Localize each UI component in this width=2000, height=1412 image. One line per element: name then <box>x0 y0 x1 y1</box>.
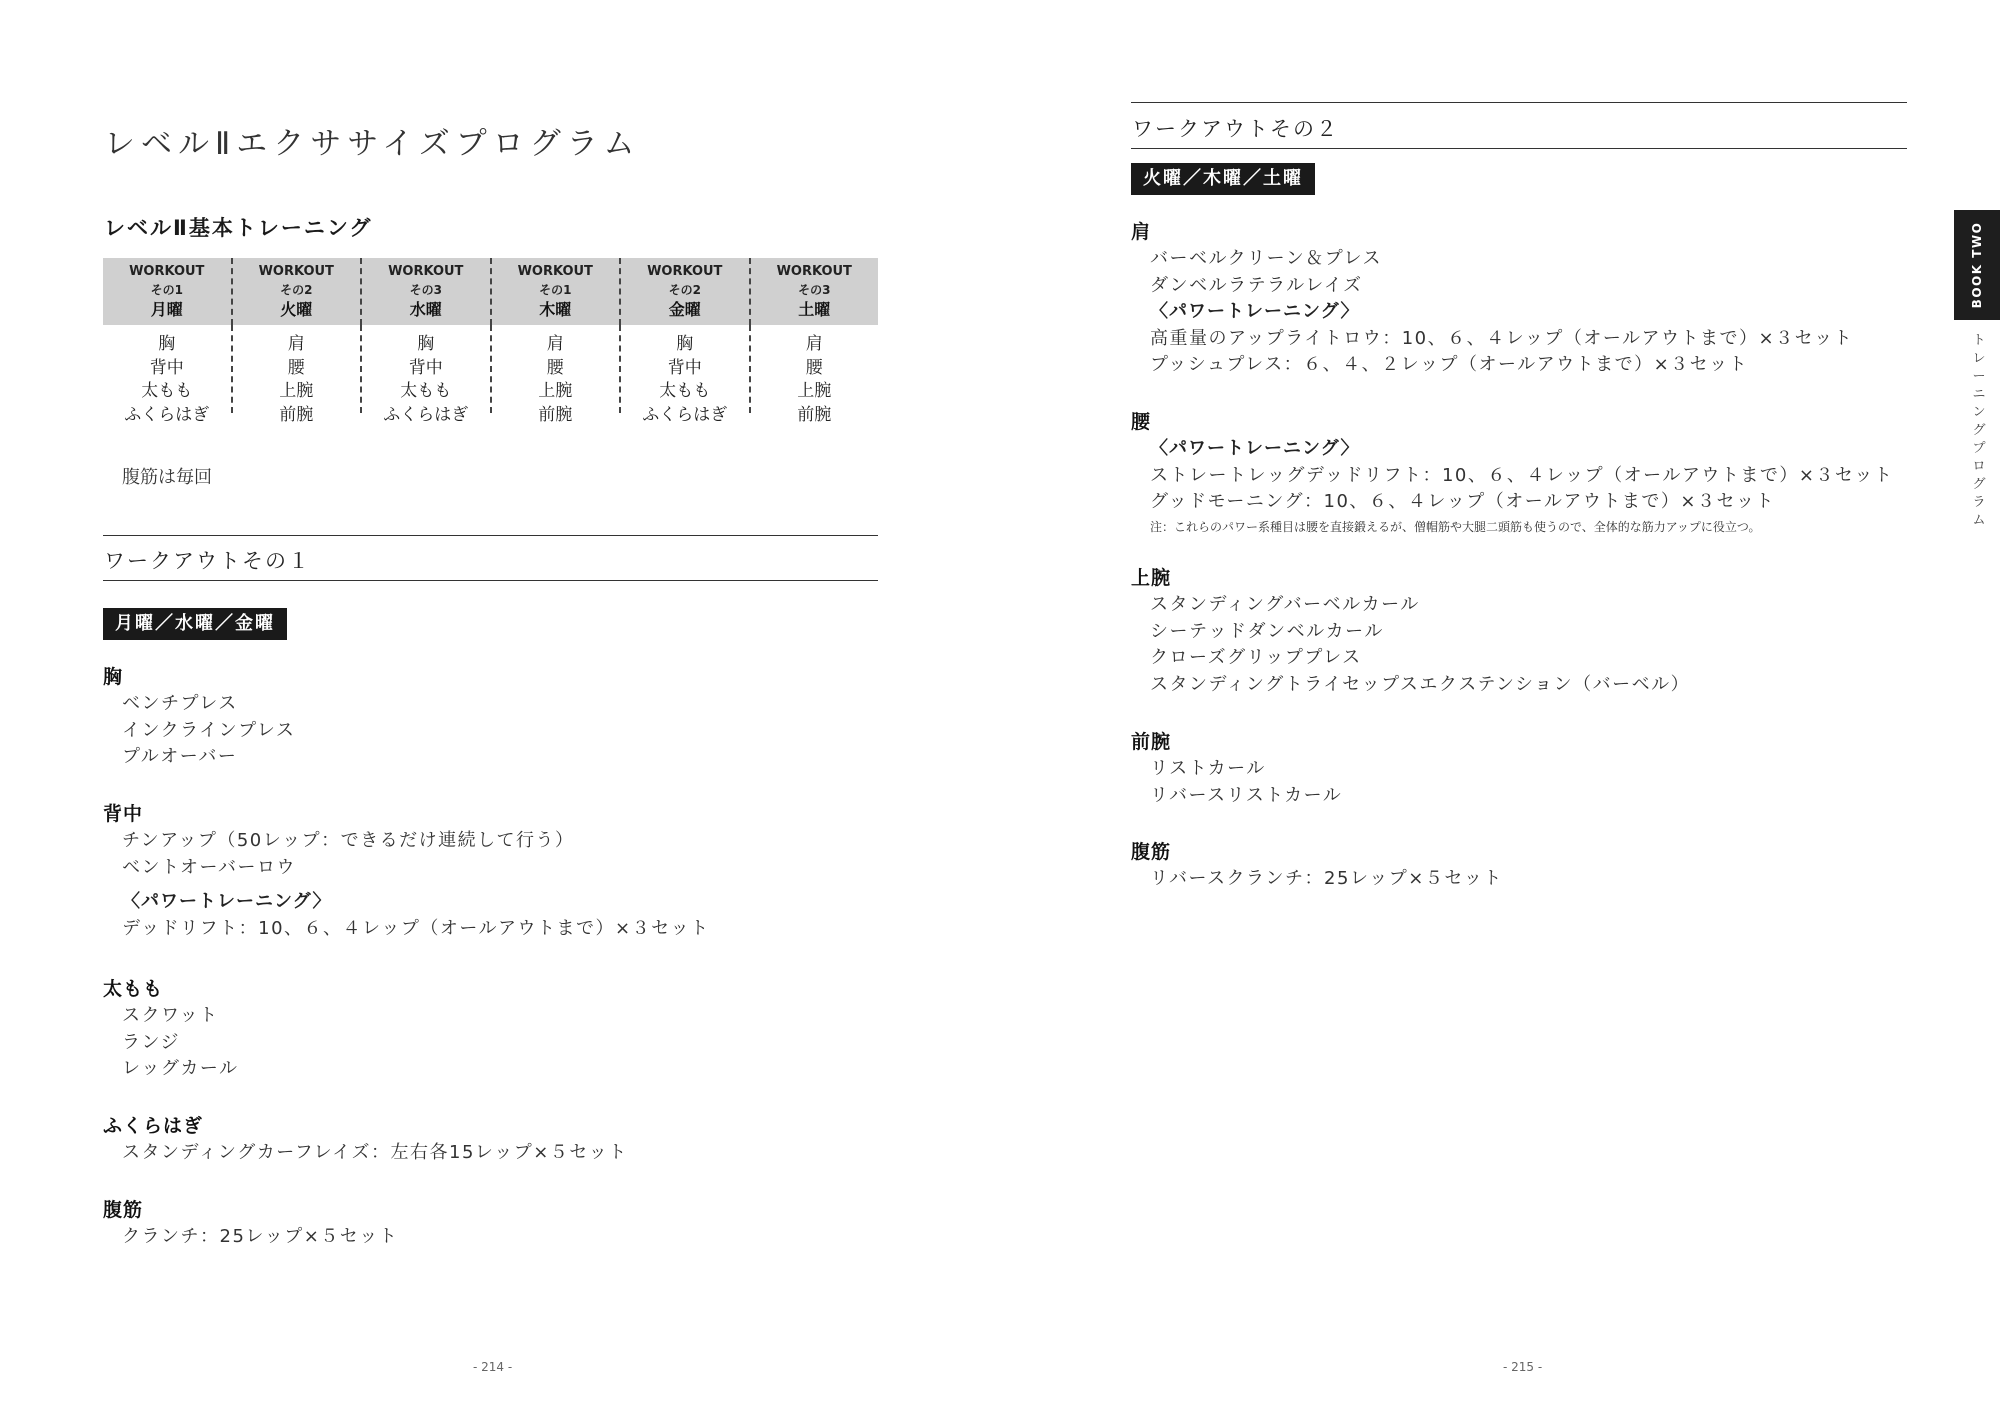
upper-arms-section <box>1131 564 1690 698</box>
exercise-item: スクワット <box>122 1005 219 1026</box>
exercise-item: スタンディングバーベルカール <box>1150 594 1420 615</box>
abs-section <box>103 1196 398 1251</box>
section-heading: 太もも <box>103 978 164 1000</box>
day-badge: 月曜／水曜／金曜 <box>103 608 287 640</box>
exercise-item: ベンチプレス <box>122 693 238 714</box>
schedule-header-cell: WORKOUT その2 火曜 <box>231 258 361 325</box>
divider <box>103 535 878 536</box>
day-badge: 火曜／木曜／土曜 <box>1131 163 1315 195</box>
exercise-item: プッシュプレス：６、４、２レップ（オールアウトまで）×３セット <box>1150 354 1749 375</box>
section-heading: 肩 <box>1131 221 1152 243</box>
exercise-item: 高重量のアップライトロウ：10、６、４レップ（オールアウトまで）×３セット <box>1150 327 1854 349</box>
schedule-header-cell: WORKOUT その3 土曜 <box>749 258 879 325</box>
section-subtitle: レベルⅡ基本トレーニング <box>104 216 373 240</box>
section-heading: 腹筋 <box>1131 841 1172 863</box>
section-heading: 腹筋 <box>103 1199 144 1221</box>
power-training-label: 〈パワートレーニング〉 <box>122 891 332 912</box>
exercise-item: ランジ <box>122 1031 181 1053</box>
schedule-body-cell: 胸 背中 太もも ふくらはぎ <box>124 334 210 425</box>
page-title: レベルⅡエクササイズプログラム <box>104 126 641 162</box>
schedule-header-cell: WORKOUT その3 水曜 <box>360 258 490 325</box>
schedule-header-cell: WORKOUT その2 金曜 <box>619 258 749 325</box>
schedule-header-cell: WORKOUT その1 木曜 <box>490 258 620 325</box>
lower-back-section <box>1131 408 1893 538</box>
exercise-item: バーベルクリーン＆プレス <box>1150 248 1383 269</box>
page-number: - 214 - <box>473 1360 513 1374</box>
abs-note: 腹筋は毎回 <box>122 467 212 488</box>
section-heading: 胸 <box>103 666 124 688</box>
exercise-item: ストレートレッグデッドリフト：10、６、４レップ（オールアウトまで）×３セット <box>1150 464 1894 486</box>
exercise-item: リストカール <box>1150 758 1266 779</box>
chest-section <box>103 663 295 771</box>
divider <box>103 580 878 581</box>
exercise-item: リバースリストカール <box>1150 784 1343 806</box>
exercise-item: レッグカール <box>122 1058 239 1079</box>
exercise-item: クランチ：25レップ×５セット <box>122 1226 399 1247</box>
divider <box>1131 148 1907 149</box>
power-training-label: 〈パワートレーニング〉 <box>1150 438 1360 459</box>
calves-section <box>103 1112 628 1167</box>
exercise-item: リバースクランチ：25レップ×５セット <box>1150 868 1503 889</box>
exercise-item: スタンディングトライセップスエクステンション（バーベル） <box>1150 673 1691 695</box>
back-section <box>103 800 710 942</box>
chapter-side-label: トレーニングプログラム <box>1972 333 1986 528</box>
exercise-item: グッドモーニング：10、６、４レップ（オールアウトまで）×３セット <box>1150 491 1775 512</box>
exercise-item: スタンディングカーフレイズ：左右各15レップ×５セット <box>122 1142 628 1163</box>
section-heading: ふくらはぎ <box>103 1115 204 1137</box>
schedule-body-cell: 肩 腰 上腕 前腕 <box>231 325 361 413</box>
book-two-tab: BOOK TWO <box>1954 210 2000 320</box>
abs-section <box>1131 838 1503 893</box>
exercise-item: ベントオーバーロウ <box>122 856 297 878</box>
schedule-body-cell: 肩 腰 上腕 前腕 <box>749 325 879 413</box>
section-heading: 背中 <box>103 803 144 825</box>
schedule-body-cell: 胸 背中 太もも ふくらはぎ <box>360 325 490 413</box>
exercise-item: デッドリフト：10、６、４レップ（オールアウトまで）×３セット <box>122 917 710 939</box>
schedule-header-cell: WORKOUT その1 月曜 <box>129 264 205 319</box>
shoulders-section <box>1131 218 1853 379</box>
forearms-section <box>1131 728 1342 809</box>
exercise-item: ダンベルラテラルレイズ <box>1150 274 1363 296</box>
workout-title: ワークアウトその２ <box>1132 117 1339 141</box>
schedule-header-row <box>103 258 878 325</box>
exercise-item: チンアップ（50レップ：できるだけ連続して行う） <box>122 830 575 851</box>
section-heading: 上腕 <box>1131 567 1172 589</box>
schedule-body-cell: 肩 腰 上腕 前腕 <box>490 325 620 413</box>
divider <box>1131 102 1907 103</box>
schedule-table <box>103 258 878 425</box>
exercise-item: インクラインプレス <box>122 719 296 741</box>
power-training-label: 〈パワートレーニング〉 <box>1150 301 1360 322</box>
exercise-item: シーテッドダンベルカール <box>1150 620 1384 642</box>
section-heading: 前腕 <box>1131 731 1172 753</box>
page-number: - 215 - <box>1503 1360 1543 1374</box>
workout-title: ワークアウトその１ <box>104 549 311 573</box>
exercise-item: プルオーバー <box>122 746 238 767</box>
exercise-note: 注：これらのパワー系種目は腰を直接鍛えるが、僧帽筋や大腿二頭筋も使うので、全体的な筋力アップに役立つ。 <box>1150 519 1761 534</box>
thighs-section <box>103 975 238 1083</box>
schedule-body-row <box>103 325 878 425</box>
schedule-body-cell: 胸 背中 太もも ふくらはぎ <box>619 325 749 413</box>
right-page <box>1000 0 2000 1412</box>
exercise-item: クローズグリッププレス <box>1150 647 1362 668</box>
section-heading: 腰 <box>1131 411 1152 433</box>
